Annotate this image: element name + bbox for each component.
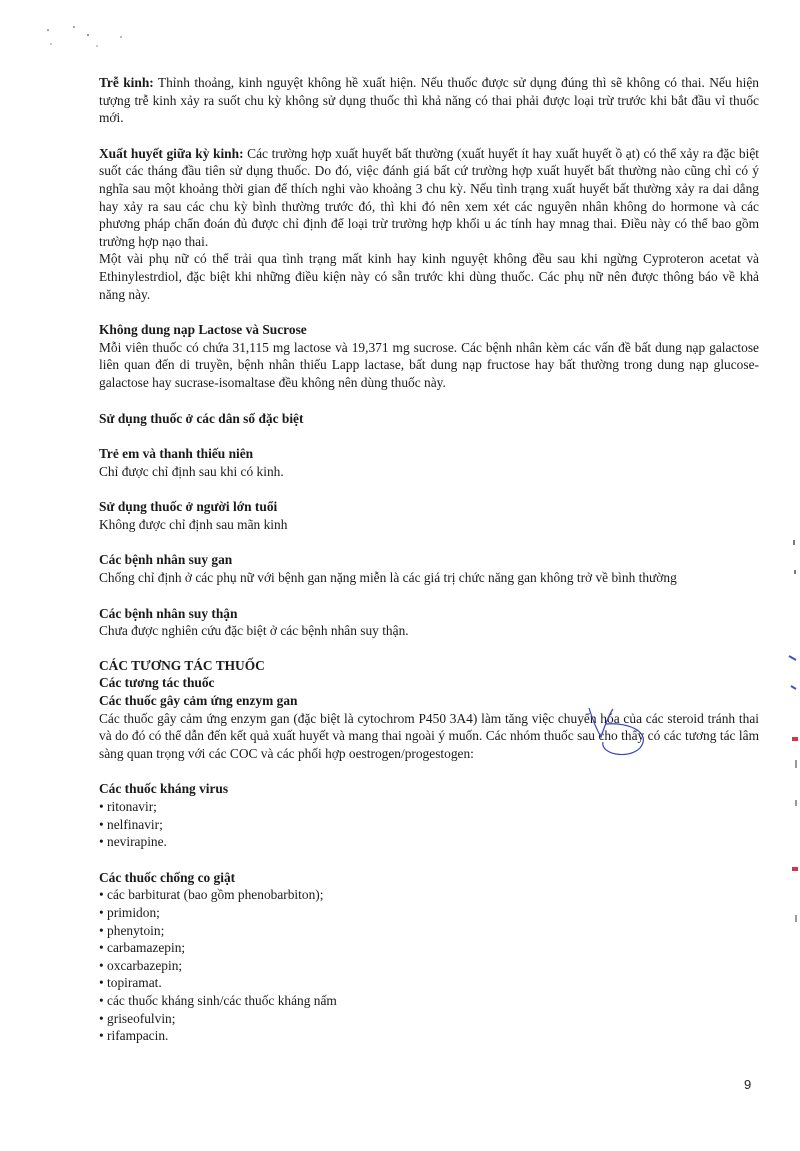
heading-suy-than: Các bệnh nhân suy thận	[99, 605, 238, 621]
paragraph-xuat-huyet	[99, 145, 759, 251]
list-item: • griseofulvin;	[99, 1010, 759, 1028]
heading-tre-kinh: Trễ kinh:	[99, 75, 154, 90]
heading-suy-gan: Các bệnh nhân suy gan	[99, 552, 233, 568]
heading-tuong-tac-thuoc: CÁC TƯƠNG TÁC THUỐC	[99, 657, 265, 673]
list-item: • phenytoin;	[99, 922, 759, 940]
heading-xuat-huyet: Xuất huyết giữa kỳ kinh:	[99, 145, 244, 161]
text-nguoi-lon-tuoi: Không được chỉ định sau mãn kinh	[99, 516, 288, 532]
text-tre-em: Chỉ được chỉ định sau khi có kinh.	[99, 463, 284, 479]
subheading-cam-ung-enzym: Các thuốc gây cảm ứng enzym gan	[99, 693, 298, 709]
edge-marks	[789, 540, 798, 922]
text-suy-than: Chưa được nghiên cứu đặc biệt ở các bệnh nhân suy thận.	[99, 623, 409, 639]
paragraph-mat-kinh: Một vài phụ nữ có thể trải qua tình trạng mất kinh hay kinh nguyệt không đều sau khi ngừng Cyproteron acetat và Ethinylestrdiol, đặc biệt khi những điều kiện này có sẵn trước khi dùng thuốc. Các phụ nữ nên được thông báo về khả năng này.	[99, 251, 759, 302]
list-item: • các thuốc kháng sinh/các thuốc kháng nấm	[99, 992, 759, 1010]
heading-chong-co-giat: Các thuốc chống co giật	[99, 869, 236, 885]
heading-khang-virus: Các thuốc kháng virus	[99, 781, 229, 797]
page-number: 9	[744, 1077, 752, 1092]
text-lactose: Mỗi viên thuốc có chứa 31,115 mg lactose và 19,371 mg sucrose. Các bệnh nhân kèm các vấn đề bất dung nạp galactose liên quan đến di truyền, bệnh nhân thiếu Lapp lactase, bất dung nạp fructose hay bất thường trong dung nạp glucose-galactose hay sucrase-isomaltase đều không nên dùng thuốc này.	[99, 339, 759, 390]
list-item: • primidon;	[99, 904, 759, 922]
heading-lactose: Không dung nạp Lactose và Sucrose	[99, 322, 307, 338]
text-cam-ung-enzym: Các thuốc gây cảm ứng enzym gan (đặc biệt là cytochrom P450 3A4) làm tăng việc chuyển hóa của các steroid tránh thai và do đó có thể dẫn đến kết quả xuất huyết và mang thai ngoài ý muốn. Các nhóm thuốc sau cho thấy có các tương tác lâm sàng quan trọng với các COC và các phối hợp oestrogen/progestogen:	[99, 710, 759, 761]
heading-tre-em: Trẻ em và thanh thiếu niên	[99, 446, 254, 462]
list-item: • carbamazepin;	[99, 939, 759, 957]
document-page	[99, 74, 759, 1045]
list-chong-co-giat	[99, 886, 759, 1044]
text-xuat-huyet: Các trường hợp xuất huyết bất thường (xuất huyết ít hay xuất huyết ồ ạt) có thể xảy ra đặc biệt suốt các tháng đầu tiên sử dụng thuốc. Do đó, việc đánh giá bất cứ trường hợp xuất huyết bất thường nào cũng chỉ có ý nghĩa sau một khoảng thời gian để thích nghi vào khoảng 3 chu kỳ. Nếu tình trạng xuất huyết bất thường xảy ra dai dẳng hay xảy ra sau các chu kỳ bình thường trước đó, thì khi đó nên xem xét các nguyên nhân không do hormone và các phương pháp chẩn đoán đủ được chỉ định để loại trừ trường hợp khối u ác tính hay mnag thai. Điều này có thể bao gồm trường hợp nạo thai.	[99, 145, 759, 249]
list-item: • các barbiturat (bao gồm phenobarbiton);	[99, 886, 759, 904]
subheading-tuong-tac: Các tương tác thuốc	[99, 675, 215, 691]
text-suy-gan: Chống chỉ định ở các phụ nữ với bệnh gan nặng miễn là các giá trị chức năng gan không trở về bình thường	[99, 570, 677, 586]
list-item: • nevirapine.	[99, 833, 759, 851]
list-item: • oxcarbazepin;	[99, 957, 759, 975]
heading-nguoi-lon-tuoi: Sử dụng thuốc ở người lớn tuổi	[99, 499, 278, 515]
corner-specks	[47, 26, 122, 47]
paragraph-tre-kinh	[99, 74, 759, 127]
list-item: • topiramat.	[99, 974, 759, 992]
list-item: • nelfinavir;	[99, 816, 759, 834]
heading-dan-so-dac-biet: Sử dụng thuốc ở các dân số đặc biệt	[99, 410, 304, 426]
text-tre-kinh: Thỉnh thoảng, kinh nguyệt không hề xuất hiện. Nếu thuốc được sử dụng đúng thì sẽ không có thai. Nếu hiện tượng trễ kinh xảy ra suốt chu kỳ không sử dụng thuốc thì khả năng có thai phải được loại trừ trước khi bắt đầu vỉ thuốc mới.	[99, 75, 759, 126]
list-item: • rifampacin.	[99, 1027, 759, 1045]
list-item: • ritonavir;	[99, 798, 759, 816]
list-khang-virus	[99, 798, 759, 851]
